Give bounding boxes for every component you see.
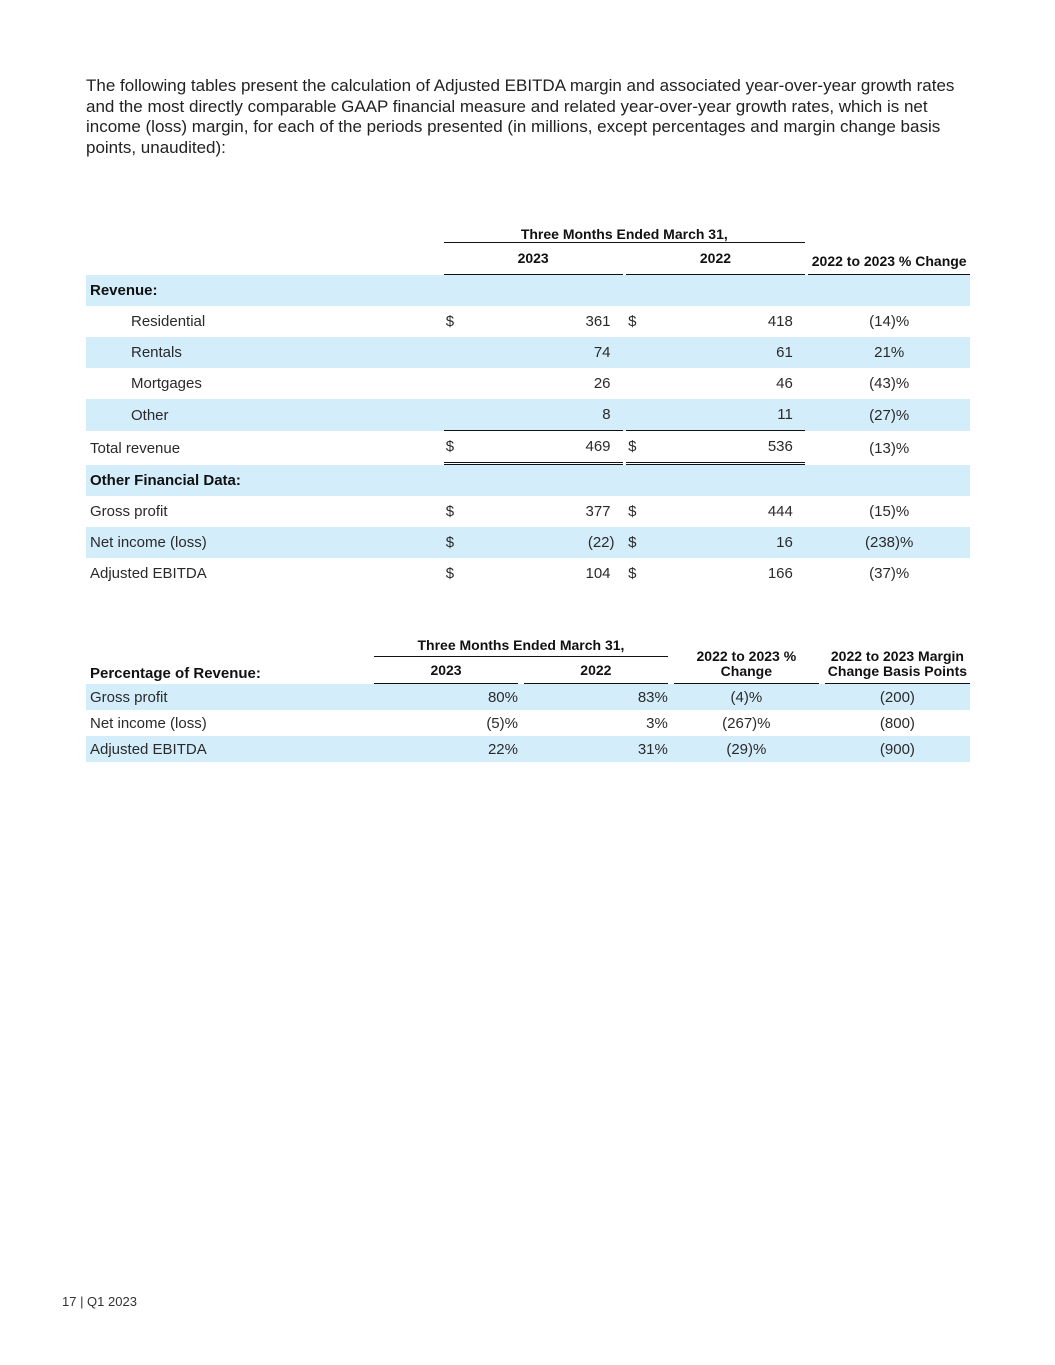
value-2022: 418 — [767, 313, 793, 330]
value-2023: (5)% — [486, 714, 518, 732]
table-row-label: Mortgages — [131, 375, 202, 392]
value-2022: 61 — [647, 337, 805, 368]
t1-section-other: Other Financial Data: — [86, 465, 440, 496]
currency-sign: $ — [444, 431, 465, 465]
value-2022: 536 — [647, 431, 805, 465]
value-change: (4)% — [674, 684, 819, 710]
value-bps: (800) — [879, 714, 915, 732]
t2-bps-header: 2022 to 2023 Margin Change Basis Points — [825, 619, 970, 684]
value-2022: 46 — [776, 375, 793, 392]
currency-sign: $ — [445, 503, 455, 520]
value-2022: 16 — [647, 527, 805, 558]
t2-col-2023: 2023 — [374, 656, 518, 684]
t2-title: Percentage of Revenue: — [90, 665, 261, 682]
value-2023: 22% — [374, 736, 518, 762]
currency-sign: $ — [444, 527, 465, 558]
table-row-label: Net income (loss) — [86, 527, 440, 558]
value-2023: 377 — [585, 503, 611, 520]
value-change: (267)% — [722, 714, 771, 732]
table-row-label: Net income (loss) — [90, 714, 207, 732]
value-2022: 166 — [767, 565, 793, 582]
t1-col-2023: 2023 — [444, 242, 623, 275]
value-change: (13)% — [869, 439, 910, 457]
value-change: (37)% — [869, 565, 910, 582]
value-2022: 83% — [524, 684, 668, 710]
currency-sign: $ — [445, 313, 455, 330]
value-change: (14)% — [869, 313, 910, 330]
t1-col-2022: 2022 — [626, 242, 805, 275]
value-2023: 74 — [464, 337, 622, 368]
currency-sign: $ — [626, 527, 647, 558]
table-row-label: Total revenue — [90, 439, 181, 457]
value-bps: (900) — [825, 736, 970, 762]
table-row-label: Residential — [131, 313, 206, 330]
table-row-label: Rentals — [86, 337, 440, 368]
value-2022: 3% — [646, 714, 668, 732]
table-row-label: Gross profit — [90, 503, 168, 520]
value-2023: 469 — [464, 431, 622, 465]
table-row-label: Gross profit — [86, 684, 368, 710]
table-row-label: Adjusted EBITDA — [90, 565, 207, 582]
value-2023: 104 — [585, 565, 611, 582]
table-row-label: Other — [86, 399, 440, 431]
value-change: 21% — [808, 337, 970, 368]
t1-change-header: 2022 to 2023 % Change — [808, 208, 970, 275]
currency-sign: $ — [628, 313, 637, 330]
value-2022: 11 — [647, 399, 805, 431]
value-bps: (200) — [825, 684, 970, 710]
t2-group-header: Three Months Ended March 31, — [417, 637, 625, 653]
t2-col-2022: 2022 — [524, 656, 668, 684]
value-2023: 8 — [464, 399, 622, 431]
value-2023: 80% — [374, 684, 518, 710]
t1-group-header: Three Months Ended March 31, — [520, 226, 728, 242]
value-2022: 31% — [524, 736, 668, 762]
value-2023: (22) — [464, 527, 622, 558]
value-2023: 26 — [593, 375, 611, 392]
page-footer: 17 | Q1 2023 — [62, 1294, 137, 1309]
value-change: (29)% — [674, 736, 819, 762]
value-change: (238)% — [808, 527, 970, 558]
value-change: (43)% — [869, 375, 910, 392]
t2-change-header: 2022 to 2023 % Change — [674, 619, 819, 684]
percentage-table — [86, 619, 970, 762]
value-2023: 361 — [585, 313, 611, 330]
value-change: (27)% — [808, 399, 970, 431]
t1-section-revenue: Revenue: — [86, 275, 440, 306]
currency-sign: $ — [445, 565, 455, 582]
revenue-table — [86, 208, 970, 589]
intro-paragraph: The following tables present the calculation of Adjusted EBITDA margin and associated year-over-year growth rates and the most directly comparable GAAP financial measure and related year-over-year growth rates, which is net income (loss) margin, for each of the periods presented (in millions, except percentages and margin change basis points, unaudited): — [86, 76, 955, 157]
table-row-label: Adjusted EBITDA — [86, 736, 368, 762]
currency-sign: $ — [628, 565, 637, 582]
value-2022: 444 — [767, 503, 793, 520]
value-change: (15)% — [869, 503, 910, 520]
currency-sign: $ — [628, 503, 637, 520]
currency-sign: $ — [626, 431, 647, 465]
